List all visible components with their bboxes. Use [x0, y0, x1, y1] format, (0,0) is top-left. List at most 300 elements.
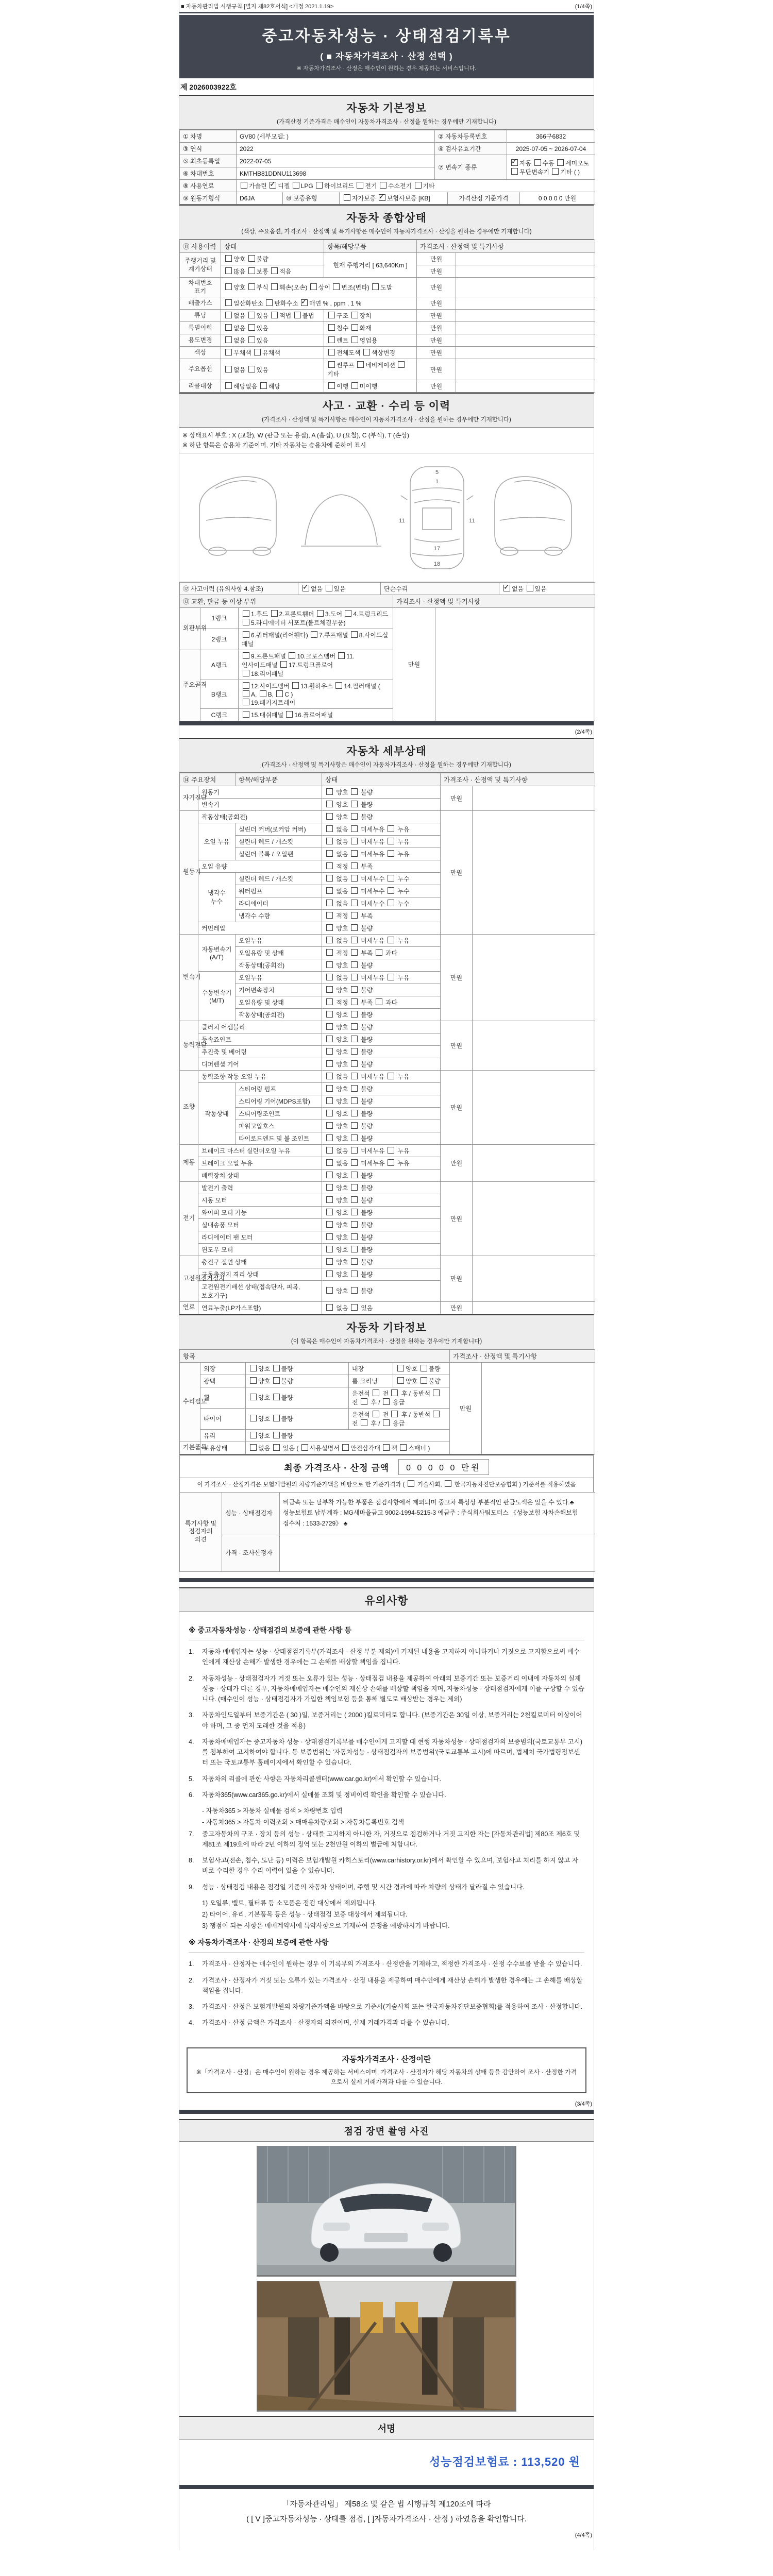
- item-label: 실린더 커버(로커암 커버): [236, 823, 322, 835]
- checkbox[interactable]: [351, 312, 358, 318]
- checkbox[interactable]: [326, 1209, 333, 1215]
- checkbox[interactable]: [398, 361, 405, 368]
- checkbox[interactable]: [388, 1147, 394, 1154]
- checkbox[interactable]: [225, 267, 232, 274]
- checkbox[interactable]: [326, 887, 333, 894]
- checkbox[interactable]: [276, 690, 283, 697]
- checkbox[interactable]: [328, 361, 335, 368]
- state-cell: 양호 불량: [322, 786, 441, 798]
- checkbox[interactable]: [400, 1444, 407, 1451]
- checkbox[interactable]: [326, 1258, 333, 1265]
- checkbox[interactable]: [326, 937, 333, 943]
- checkbox[interactable]: [248, 255, 255, 262]
- item-cell: 렌트 영업용: [324, 334, 417, 347]
- checkbox[interactable]: [351, 1270, 358, 1277]
- sub-group-label: 오일 누유: [198, 823, 236, 860]
- checkbox[interactable]: [351, 1060, 358, 1067]
- checkbox[interactable]: [373, 1411, 379, 1417]
- remark-cell: [473, 1181, 595, 1256]
- checkbox[interactable]: [351, 336, 358, 343]
- checkbox[interactable]: [445, 1480, 451, 1487]
- notice-item-text: 자동차365(www.car365.go.kr)에서 실매물 조회 및 정비이력 확인을 확인할 수 있습니다.: [202, 1791, 446, 1799]
- checkbox[interactable]: [363, 349, 370, 355]
- checkbox[interactable]: [289, 652, 295, 659]
- checkbox[interactable]: [351, 1048, 358, 1055]
- checkbox[interactable]: [527, 585, 533, 591]
- checkbox[interactable]: [270, 182, 276, 189]
- notice-item: [189, 1882, 584, 1892]
- checkbox[interactable]: [351, 1287, 358, 1294]
- checkbox[interactable]: [351, 825, 358, 832]
- checkbox[interactable]: [433, 1411, 440, 1417]
- item-label: 휠: [200, 1387, 246, 1408]
- item-label: 워터펌프: [236, 885, 322, 897]
- checkbox[interactable]: [243, 682, 249, 689]
- checkbox[interactable]: [326, 1134, 333, 1141]
- checkbox[interactable]: [421, 1377, 427, 1384]
- checkbox[interactable]: [271, 312, 278, 318]
- notice-item: [189, 1959, 584, 1969]
- checkbox[interactable]: [326, 801, 333, 807]
- state-cell: 양호 불량: [322, 1243, 441, 1256]
- checkbox[interactable]: [225, 366, 232, 372]
- usage-row-label: 배출가스: [180, 297, 221, 310]
- checkbox[interactable]: [326, 1287, 333, 1294]
- checkbox[interactable]: [326, 1110, 333, 1116]
- overall-state-table: [179, 240, 595, 393]
- checkbox[interactable]: [225, 283, 232, 290]
- checkbox[interactable]: [326, 585, 332, 591]
- checkbox[interactable]: [248, 283, 255, 290]
- price-cell: 만원: [417, 322, 456, 334]
- checkbox[interactable]: [351, 1023, 358, 1030]
- checkbox[interactable]: [273, 1377, 280, 1384]
- checkbox[interactable]: [326, 1085, 333, 1092]
- reg-no-value: 366구6832: [507, 130, 595, 143]
- checkbox[interactable]: [310, 283, 317, 290]
- checkbox[interactable]: [326, 924, 333, 931]
- checkbox[interactable]: [326, 1184, 333, 1191]
- checkbox[interactable]: [243, 610, 249, 617]
- checkbox[interactable]: [243, 699, 249, 705]
- checkbox[interactable]: [326, 825, 333, 832]
- transmission-label: ⑦ 변속기 종류: [435, 155, 507, 180]
- checkbox[interactable]: [250, 1365, 257, 1371]
- checkbox[interactable]: [351, 1110, 358, 1116]
- checkbox[interactable]: [351, 1011, 358, 1018]
- rank-items: 9.프론트패널 10.크로스멤버 11.인사이드패널 17.트렁크플로어 18.리어패널: [239, 650, 393, 680]
- checkbox[interactable]: [351, 788, 358, 795]
- checkbox[interactable]: [351, 813, 358, 820]
- checkbox[interactable]: [225, 312, 232, 318]
- checkbox[interactable]: [266, 299, 273, 306]
- checkbox[interactable]: [351, 961, 358, 968]
- checkbox[interactable]: [248, 366, 255, 372]
- checkbox[interactable]: [534, 159, 541, 166]
- checkbox[interactable]: [326, 1097, 333, 1104]
- checkbox[interactable]: [351, 1233, 358, 1240]
- notice-item-subtext: - 자동차365 > 자동차 이력조회 > 매매용차량조회 > 자동차등록번호 검색: [202, 1819, 405, 1826]
- checkbox[interactable]: [328, 336, 335, 343]
- checkbox[interactable]: [351, 924, 358, 931]
- checkbox[interactable]: [301, 299, 308, 306]
- checkbox[interactable]: [292, 682, 299, 689]
- checkbox[interactable]: [333, 283, 340, 290]
- checkbox[interactable]: [317, 610, 324, 617]
- checkbox[interactable]: [326, 1233, 333, 1240]
- checkbox[interactable]: [388, 974, 394, 980]
- checkbox[interactable]: [280, 661, 287, 668]
- header-row: [180, 595, 595, 607]
- checkbox[interactable]: [357, 182, 363, 189]
- state-cell: 양호 불량: [322, 1256, 441, 1268]
- notice-item-subtext: - 자동차365 > 자동차 실매물 검색 > 차량번호 입력: [202, 1807, 343, 1815]
- checkbox[interactable]: [397, 1377, 404, 1384]
- checkbox[interactable]: [326, 912, 333, 919]
- checkbox[interactable]: [326, 1196, 333, 1203]
- checkbox[interactable]: [351, 1221, 358, 1228]
- notice-item-number: 4.: [189, 1738, 194, 1745]
- price-cell: 만원: [441, 1256, 473, 1301]
- checkbox[interactable]: [303, 585, 309, 591]
- item-label: 룸 크리닝: [349, 1375, 393, 1387]
- checkbox[interactable]: [376, 949, 382, 956]
- checkbox[interactable]: [351, 862, 358, 869]
- inspection-period-label: ④ 검사유효기간: [435, 143, 507, 155]
- checkbox[interactable]: [388, 887, 394, 894]
- checkbox[interactable]: [316, 182, 323, 189]
- checkbox[interactable]: [326, 986, 333, 993]
- checkbox[interactable]: [421, 1365, 427, 1371]
- state-cell: 양호 불량: [322, 959, 441, 971]
- rank-label: 2랭크: [200, 629, 239, 650]
- checkbox[interactable]: [243, 619, 249, 625]
- checkbox[interactable]: [248, 324, 255, 331]
- checkbox[interactable]: [326, 900, 333, 906]
- checkbox[interactable]: [351, 900, 358, 906]
- item-cell: 이행 미이행: [324, 380, 417, 393]
- price-cell: 만원: [417, 297, 456, 310]
- diagram-number-front: 5: [435, 469, 439, 476]
- signature-footer-line-1: 「자동차관리법」 제58조 및 같은 법 시행규칙 제120조에 따라: [282, 2500, 491, 2509]
- checkbox[interactable]: [293, 182, 299, 189]
- checkbox[interactable]: [328, 312, 335, 318]
- checkbox[interactable]: [326, 1147, 333, 1154]
- checkbox[interactable]: [335, 682, 342, 689]
- checkbox[interactable]: [225, 382, 232, 389]
- checkbox[interactable]: [326, 974, 333, 980]
- checkbox[interactable]: [260, 382, 267, 389]
- checkbox[interactable]: [243, 670, 249, 676]
- checkbox[interactable]: [351, 875, 358, 882]
- checkbox[interactable]: [357, 361, 364, 368]
- checkbox[interactable]: [388, 937, 394, 943]
- checkbox[interactable]: [241, 182, 247, 189]
- table-row: [180, 1256, 595, 1268]
- car-diagram: [179, 453, 594, 582]
- checkbox[interactable]: [351, 1258, 358, 1265]
- checkbox[interactable]: [391, 1411, 398, 1417]
- checkbox[interactable]: [503, 585, 510, 591]
- item-label: 시동 모터: [198, 1194, 322, 1206]
- checkbox[interactable]: [351, 1159, 358, 1166]
- checkbox[interactable]: [351, 986, 358, 993]
- checkbox[interactable]: [326, 1073, 333, 1079]
- remark-cell: [473, 1301, 595, 1314]
- header-row: [180, 240, 595, 253]
- checkbox[interactable]: [361, 1398, 367, 1405]
- checkbox[interactable]: [271, 610, 278, 617]
- checkbox[interactable]: [373, 1389, 379, 1396]
- item-label: 등속죠인트: [198, 1033, 322, 1045]
- checkbox[interactable]: [326, 1036, 333, 1042]
- item-label: 원동기: [198, 786, 322, 798]
- item-label: 스티어링 기어(MDPS포함): [236, 1095, 322, 1107]
- state-cell: 없음 미세누유 누유: [322, 835, 441, 848]
- checkbox[interactable]: [254, 349, 261, 355]
- notice-item: [189, 1774, 584, 1784]
- checkbox[interactable]: [351, 850, 358, 857]
- checkbox[interactable]: [328, 324, 335, 331]
- checkbox[interactable]: [326, 1023, 333, 1030]
- checkbox[interactable]: [326, 850, 333, 857]
- state-cell: 없음 있음: [221, 322, 324, 334]
- state-cell: 양호 불량: [322, 1082, 441, 1095]
- checkbox[interactable]: [361, 1419, 367, 1426]
- checkbox[interactable]: [351, 887, 358, 894]
- checkbox[interactable]: [388, 850, 394, 857]
- checkbox[interactable]: [326, 875, 333, 882]
- state-cell: 양호 불량: [322, 1058, 441, 1070]
- checkbox[interactable]: [326, 1270, 333, 1277]
- checkbox[interactable]: [372, 283, 379, 290]
- checkbox[interactable]: [351, 1246, 358, 1252]
- state-cell: 없음 있음: [221, 359, 324, 380]
- checkbox[interactable]: [557, 159, 564, 166]
- price-header: 가격조사 · 산정액 및 특기사항: [450, 1349, 595, 1362]
- notice-item: [189, 1647, 584, 1668]
- checkbox[interactable]: [326, 1246, 333, 1252]
- checkbox[interactable]: [351, 1147, 358, 1154]
- remark-cell: [473, 1256, 595, 1301]
- checkbox[interactable]: [273, 1444, 280, 1451]
- checkbox[interactable]: [383, 1444, 390, 1451]
- table-row: [180, 310, 595, 322]
- car-front-view: [199, 477, 276, 550]
- checkbox[interactable]: [326, 1221, 333, 1228]
- checkbox[interactable]: [383, 1398, 390, 1405]
- checkbox[interactable]: [338, 652, 345, 659]
- checkbox[interactable]: [328, 349, 335, 355]
- checkbox[interactable]: [351, 1184, 358, 1191]
- checkbox[interactable]: [408, 1480, 414, 1487]
- checkbox[interactable]: [351, 1209, 358, 1215]
- price-cell: 만원: [441, 1144, 473, 1181]
- checkbox[interactable]: [286, 711, 293, 718]
- checkbox[interactable]: [351, 1134, 358, 1141]
- checkbox[interactable]: [351, 1304, 358, 1311]
- table-row: [180, 607, 595, 629]
- checkbox[interactable]: [326, 1172, 333, 1178]
- checkbox[interactable]: [326, 1159, 333, 1166]
- checkbox[interactable]: [225, 324, 232, 331]
- state-cell: 양호 불량: [393, 1375, 450, 1387]
- checkbox[interactable]: [383, 1419, 390, 1426]
- checkbox[interactable]: [250, 1444, 257, 1451]
- checkbox[interactable]: [250, 1394, 257, 1400]
- checkbox[interactable]: [326, 998, 333, 1005]
- checkbox[interactable]: [345, 610, 351, 617]
- remark-cell: [456, 253, 595, 265]
- checkbox[interactable]: [326, 813, 333, 820]
- checkbox[interactable]: [376, 998, 382, 1005]
- checkbox[interactable]: [351, 1122, 358, 1129]
- checkbox[interactable]: [273, 1432, 280, 1438]
- item-label: 타이로드엔드 및 볼 조인트: [236, 1132, 322, 1144]
- checkbox[interactable]: [248, 267, 255, 274]
- checkbox[interactable]: [511, 159, 518, 166]
- usage-row-label: 특별이력: [180, 322, 221, 334]
- state-cell: 양호 불량: [322, 984, 441, 996]
- checkbox[interactable]: [273, 1394, 280, 1400]
- simple-repair-label: 단순수리: [381, 582, 499, 595]
- item-label: 유리: [200, 1429, 246, 1442]
- inspection-insurance-fee: 성능점검보험료 : 113,520 원: [429, 2455, 580, 2469]
- table-row: [180, 810, 595, 823]
- checkbox[interactable]: [380, 182, 386, 189]
- checkbox[interactable]: [351, 998, 358, 1005]
- checkbox[interactable]: [351, 1036, 358, 1042]
- inspection-photo-underside: [257, 2281, 516, 2412]
- price-cell: 만원: [417, 278, 456, 297]
- checkbox[interactable]: [326, 1122, 333, 1129]
- vin-value: KMTHB81DDNU113698: [237, 167, 435, 180]
- checkbox[interactable]: [351, 801, 358, 807]
- checkbox[interactable]: [342, 1444, 349, 1451]
- checkbox[interactable]: [388, 825, 394, 832]
- table-row: [180, 143, 595, 155]
- state-cell: 많음 보통 적음: [221, 265, 324, 278]
- checkbox[interactable]: [326, 961, 333, 968]
- table-row: [180, 130, 595, 143]
- checkbox[interactable]: [351, 631, 358, 638]
- checkbox[interactable]: [328, 382, 335, 389]
- state-code-notes: [179, 428, 594, 453]
- checkbox[interactable]: [391, 1389, 398, 1396]
- remark-cell: [473, 810, 595, 934]
- checkbox[interactable]: [552, 168, 559, 175]
- car-name-value: GV80 (세부모델: ): [237, 130, 435, 143]
- checkbox[interactable]: [326, 862, 333, 869]
- checkbox[interactable]: [344, 194, 350, 201]
- checkbox[interactable]: [225, 336, 232, 343]
- checkbox[interactable]: [248, 312, 255, 318]
- state-cell: 양호 불량: [322, 1045, 441, 1058]
- notice-item-number: 2.: [189, 1976, 194, 1984]
- checkbox[interactable]: [248, 336, 255, 343]
- checkbox[interactable]: [260, 690, 266, 697]
- checkbox[interactable]: [351, 937, 358, 943]
- checkbox[interactable]: [379, 194, 385, 201]
- checkbox[interactable]: [271, 283, 278, 290]
- table-row: [180, 253, 595, 265]
- checkbox[interactable]: [326, 1011, 333, 1018]
- item-label: 커먼레일: [198, 922, 322, 934]
- checkbox[interactable]: [388, 900, 394, 906]
- state-cell: 무채색 유채색: [221, 347, 324, 359]
- checkbox[interactable]: [415, 182, 422, 189]
- column-header: 항목/해당부품: [324, 240, 417, 253]
- checkbox[interactable]: [225, 255, 232, 262]
- checkbox[interactable]: [351, 1196, 358, 1203]
- checkbox[interactable]: [397, 1365, 404, 1371]
- checkbox[interactable]: [351, 1172, 358, 1178]
- checkbox[interactable]: [326, 949, 333, 956]
- checkbox[interactable]: [433, 1389, 440, 1396]
- checkbox[interactable]: [243, 631, 249, 638]
- checkbox[interactable]: [243, 711, 249, 718]
- checkbox[interactable]: [351, 838, 358, 844]
- checkbox[interactable]: [388, 1073, 394, 1079]
- notice-item-number: 1.: [189, 1960, 194, 1968]
- checkbox[interactable]: [326, 838, 333, 844]
- checkbox[interactable]: [250, 1415, 257, 1421]
- checkbox[interactable]: [250, 1432, 257, 1438]
- checkbox[interactable]: [301, 1444, 308, 1451]
- checkbox[interactable]: [225, 349, 232, 355]
- first-reg-label: ⑤ 최초등록일: [180, 155, 237, 167]
- state-cell: 없음 있음: [221, 334, 324, 347]
- checkbox[interactable]: [511, 168, 518, 175]
- price-cell: 만원: [417, 265, 456, 278]
- checkbox[interactable]: [351, 324, 358, 331]
- checkbox[interactable]: [311, 631, 317, 638]
- checkbox[interactable]: [250, 1377, 257, 1384]
- checkbox[interactable]: [388, 1159, 394, 1166]
- checkbox[interactable]: [351, 1097, 358, 1104]
- item-label: 오일 유량: [198, 860, 322, 872]
- checkbox[interactable]: [273, 1365, 280, 1371]
- checkbox[interactable]: [326, 1304, 333, 1311]
- checkbox[interactable]: [351, 1073, 358, 1079]
- state-code-note-2: ※ 하단 항목은 승용차 기준이며, 기타 자동차는 승용차에 준하여 표시: [182, 442, 366, 449]
- checkbox[interactable]: [351, 949, 358, 956]
- notice-item-number: 6.: [189, 1791, 194, 1799]
- checkbox[interactable]: [351, 974, 358, 980]
- checkbox[interactable]: [326, 1060, 333, 1067]
- price-survey-definition-box: [187, 2047, 586, 2093]
- remark-cell: [456, 310, 595, 322]
- checkbox[interactable]: [326, 1048, 333, 1055]
- column-header: 가격조사 · 산정액 및 특기사항: [417, 240, 595, 253]
- checkbox[interactable]: [388, 838, 394, 844]
- checkbox[interactable]: [243, 652, 249, 659]
- checkbox[interactable]: [351, 912, 358, 919]
- notice-item-text: 자동차 매매업자는 성능 · 상태점검기록부(가격조사 · 산정 부분 제외)에 기재된 내용을 고지하지 아니하거나 거짓으로 고지함으로써 매수인에게 재산상 손해가 발생한 경우에는 그 손해를 배상할 책임을 집니다.: [202, 1648, 580, 1666]
- checkbox[interactable]: [294, 312, 301, 318]
- tire-position-cell: 운전석 전 후 / 동반석 전 후 / 응급: [349, 1408, 450, 1429]
- checkbox[interactable]: [388, 875, 394, 882]
- item-cell: 구조 장치: [324, 310, 417, 322]
- device-group-label: 원동기: [180, 810, 198, 934]
- checkbox[interactable]: [225, 299, 232, 306]
- checkbox[interactable]: [326, 788, 333, 795]
- checkbox[interactable]: [273, 1415, 280, 1421]
- checkbox[interactable]: [243, 690, 249, 697]
- checkbox[interactable]: [351, 1085, 358, 1092]
- checkbox[interactable]: [271, 267, 278, 274]
- checkbox[interactable]: [351, 382, 358, 389]
